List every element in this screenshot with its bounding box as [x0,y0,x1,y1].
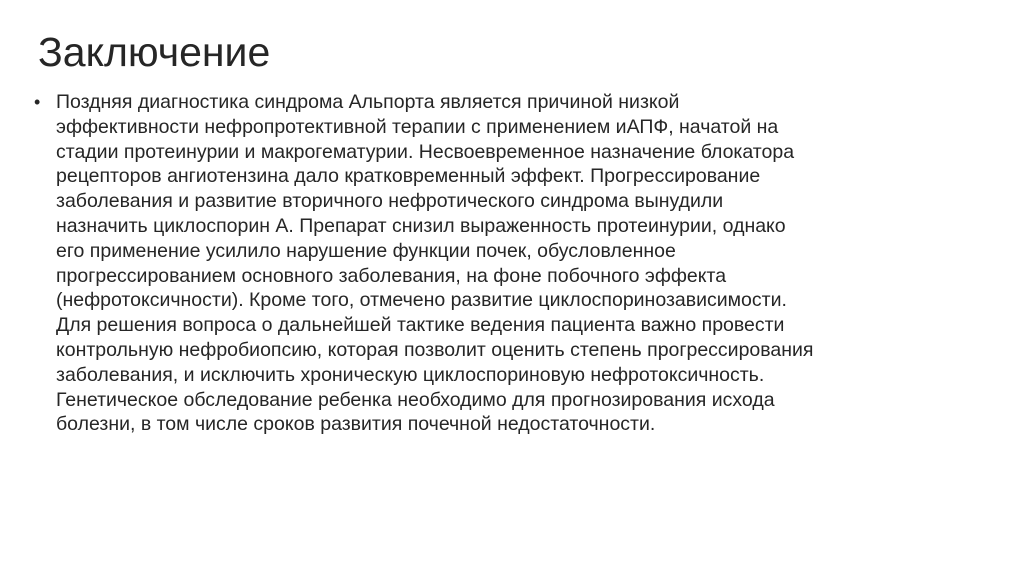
bullet-text-line: его применение усилило нарушение функции почек, обусловленное [56,239,676,262]
bullet-text-line: эффективности нефропротективной терапии с применением иАПФ, начатой на [56,115,779,138]
bullet-text-line: заболевания, и исключить хроническую циклоспориновую нефротоксичность. [56,363,765,386]
bullet-text-line: контрольную нефробиопсию, которая позволит оценить степень прогрессирования [56,338,814,361]
bullet-item [34,90,984,437]
bullet-text-line: болезни, в том числе сроков развития почечной недостаточности. [56,413,656,436]
bullet-text-line: Генетическое обследование ребенка необходимо для прогнозирования исхода [56,388,775,411]
bullet-text-line: прогрессированием основного заболевания, на фоне побочного эффекта [56,264,727,287]
bullet-text-line: (нефротоксичности). Кроме того, отмечено развитие циклоспоринозависимости. [56,289,787,312]
bullet-text-line: стадии протеинурии и макрогематурии. Несвоевременное назначение блокатора [56,140,795,163]
bullet-text-line: назначить циклоспорин А. Препарат снизил выраженность протеинурии, однако [56,214,786,237]
bullet-text-line: рецепторов ангиотензина дало кратковременный эффект. Прогрессирование [56,165,761,188]
bullet-text-line: Для решения вопроса о дальнейшей тактике ведения пациента важно провести [56,314,785,337]
slide-title: Заключение [38,29,271,75]
bullet-text [56,90,984,437]
bullet-list [34,90,984,437]
bullet-dot-icon: • [34,92,41,112]
bullet-text-line: Поздняя диагностика синдрома Альпорта является причиной низкой [56,91,680,113]
bullet-text-line: заболевания и развитие вторичного нефротического синдрома вынудили [56,190,724,213]
